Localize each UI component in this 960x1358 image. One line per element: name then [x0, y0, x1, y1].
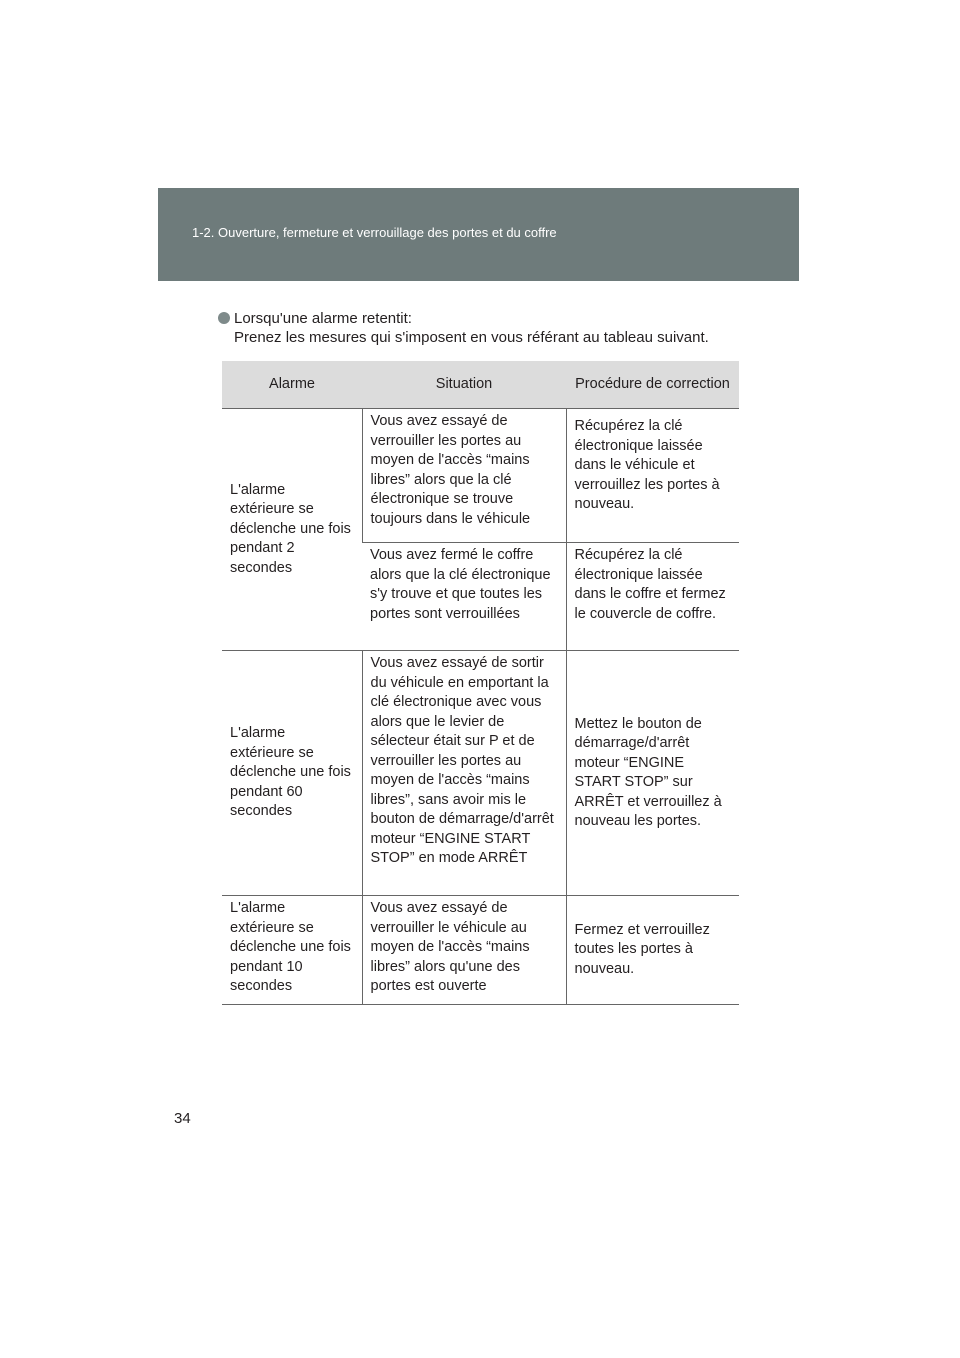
situation-cell: Vous avez essayé de verrouiller les portes au moyen de l'accès “mains libres” alors que la clé électronique se trouve toujours dans le véhicule [362, 409, 566, 543]
situation-cell: Vous avez fermé le coffre alors que la clé électronique s'y trouve et que toutes les portes sont verrouillées [362, 543, 566, 651]
correction-cell: Récupérez la clé électronique laissée dans le véhicule et verrouillez les portes à nouveau. [566, 409, 739, 543]
alarm-intro [218, 309, 778, 347]
header-correction: Procédure de correction [566, 361, 739, 409]
intro-heading: Lorsqu'une alarme retentit: [234, 310, 412, 327]
table-header-row [222, 361, 739, 409]
page-number: 34 [174, 1110, 191, 1127]
table-row [222, 896, 739, 1005]
bullet-icon [218, 312, 230, 324]
alarm-cell: L'alarme extérieure se déclenche une fois pendant 60 secondes [222, 651, 362, 896]
header-alarm: Alarme [222, 361, 362, 409]
situation-cell: Vous avez essayé de sortir du véhicule en emportant la clé électronique avec vous alors que le levier de sélecteur était sur P et de verrouiller les portes au moyen de l'accès “mains libres”, sans avoir mis le bouton de démarrage/d'arrêt moteur “ENGINE START STOP” en mode ARRÊT [362, 651, 566, 896]
alarm-cell: L'alarme extérieure se déclenche une fois pendant 2 secondes [222, 409, 362, 651]
correction-cell: Fermez et verrouillez toutes les portes à nouveau. [566, 896, 739, 1005]
situation-cell: Vous avez essayé de verrouiller le véhicule au moyen de l'accès “mains libres” alors qu'une des portes est ouverte [362, 896, 566, 1005]
section-title: 1-2. Ouverture, fermeture et verrouillage des portes et du coffre [192, 225, 557, 240]
alarm-cell: L'alarme extérieure se déclenche une fois pendant 10 secondes [222, 896, 362, 1005]
correction-cell: Mettez le bouton de démarrage/d'arrêt moteur “ENGINE START STOP” sur ARRÊT et verrouillez à nouveau les portes. [566, 651, 739, 896]
intro-text: Prenez les mesures qui s'imposent en vous référant au tableau suivant. [234, 329, 709, 346]
correction-cell: Récupérez la clé électronique laissée dans le coffre et fermez le couvercle de coffre. [566, 543, 739, 651]
table-row [222, 409, 739, 543]
table-row [222, 651, 739, 896]
section-header-band [158, 188, 799, 281]
header-situation: Situation [362, 361, 566, 409]
alarm-table [222, 361, 739, 1005]
